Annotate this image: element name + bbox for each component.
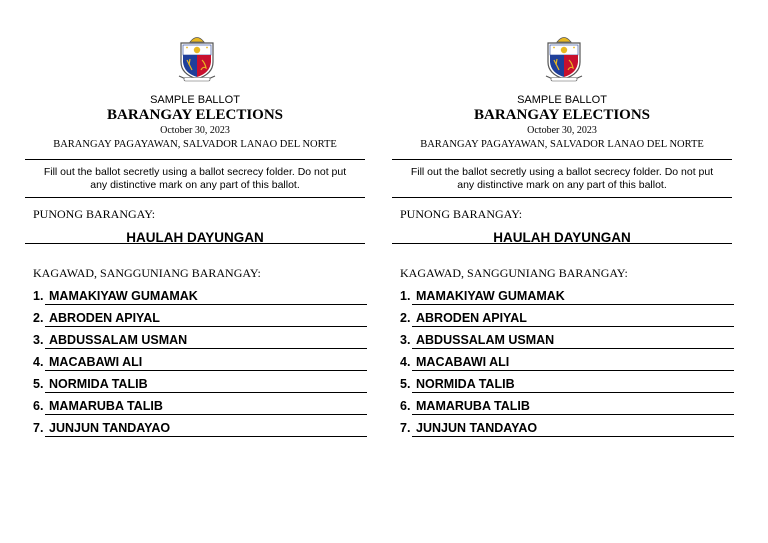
candidate-underline [45,414,367,415]
candidate-number: 7. [33,421,44,435]
candidate-name: JUNJUN TANDAYAO [416,421,538,435]
candidate-number: 4. [400,355,411,369]
candidate-underline [25,243,365,244]
kagawad-candidate-list [392,285,734,439]
list-item [392,395,734,417]
election-date: October 30, 2023 [160,125,230,136]
punong-barangay-candidate: HAULAH DAYUNGAN [493,230,631,245]
candidate-name: ABRODEN APIYAL [49,311,160,325]
candidate-name: MAMAKIYAW GUMAMAK [49,289,198,303]
candidate-underline [412,436,734,437]
candidate-number: 1. [33,289,44,303]
candidate-underline [392,243,732,244]
ballot-location: BARANGAY PAGAYAWAN, SALVADOR LANAO DEL NORTE [53,139,337,150]
list-item [392,351,734,373]
list-item [25,329,367,351]
ballot-instructions: Fill out the ballot secretly using a ballot secrecy folder. Do not put any distinctive mark on any part of this ballot. [410,166,714,191]
candidate-underline [45,392,367,393]
candidate-number: 2. [400,311,411,325]
candidate-underline [45,436,367,437]
list-item [392,285,734,307]
candidate-name: NORMIDA TALIB [49,377,148,391]
candidate-underline [412,370,734,371]
kagawad-candidate-list [25,285,367,439]
list-item [25,351,367,373]
candidate-name: MACABAWI ALI [416,355,510,369]
candidate-number: 7. [400,421,411,435]
candidate-number: 2. [33,311,44,325]
candidate-number: 6. [400,399,411,413]
candidate-name: MACABAWI ALI [49,355,143,369]
list-item [25,373,367,395]
list-item [25,417,367,439]
candidate-name: JUNJUN TANDAYAO [49,421,171,435]
punong-barangay-label: PUNONG BARANGAY: [33,207,156,221]
candidate-underline [45,348,367,349]
sample-ballot-left [25,0,365,543]
divider [25,159,365,160]
candidate-number: 5. [400,377,411,391]
candidate-underline [45,370,367,371]
candidate-number: 1. [400,289,411,303]
list-item [25,285,367,307]
candidate-underline [45,326,367,327]
candidate-underline [412,326,734,327]
candidate-name: ABRODEN APIYAL [416,311,527,325]
punong-barangay-label: PUNONG BARANGAY: [400,207,523,221]
candidate-number: 4. [33,355,44,369]
candidate-number: 3. [33,333,44,347]
kagawad-label: KAGAWAD, SANGGUNIANG BARANGAY: [33,266,261,280]
sample-ballot-label: SAMPLE BALLOT [517,94,607,106]
candidate-name: ABDUSSALAM USMAN [416,333,555,347]
list-item [392,307,734,329]
divider [392,159,732,160]
candidate-underline [412,392,734,393]
ballot-title: BARANGAY ELECTIONS [106,107,283,123]
list-item [25,395,367,417]
candidate-underline [412,414,734,415]
ballot-location: BARANGAY PAGAYAWAN, SALVADOR LANAO DEL NORTE [420,139,704,150]
sample-ballot-right [392,0,732,543]
list-item [25,307,367,329]
candidate-number: 6. [33,399,44,413]
election-date: October 30, 2023 [527,125,597,136]
divider [392,197,732,198]
candidate-underline [412,304,734,305]
punong-barangay-candidate: HAULAH DAYUNGAN [126,230,264,245]
candidate-name: ABDUSSALAM USMAN [49,333,188,347]
kagawad-label: KAGAWAD, SANGGUNIANG BARANGAY: [400,266,628,280]
list-item [392,329,734,351]
ballot-title: BARANGAY ELECTIONS [473,107,650,123]
candidate-name: MAMARUBA TALIB [416,399,530,413]
candidate-name: MAMAKIYAW GUMAMAK [416,289,565,303]
list-item [392,417,734,439]
list-item [392,373,734,395]
coat-of-arms-icon [176,32,218,84]
coat-of-arms-icon [543,32,585,84]
candidate-number: 5. [33,377,44,391]
candidate-name: MAMARUBA TALIB [49,399,163,413]
divider [25,197,365,198]
ballot-instructions: Fill out the ballot secretly using a ballot secrecy folder. Do not put any distinctive mark on any part of this ballot. [43,166,347,191]
candidate-name: NORMIDA TALIB [416,377,515,391]
candidate-underline [45,304,367,305]
candidate-underline [412,348,734,349]
sample-ballot-label: SAMPLE BALLOT [150,94,240,106]
candidate-number: 3. [400,333,411,347]
